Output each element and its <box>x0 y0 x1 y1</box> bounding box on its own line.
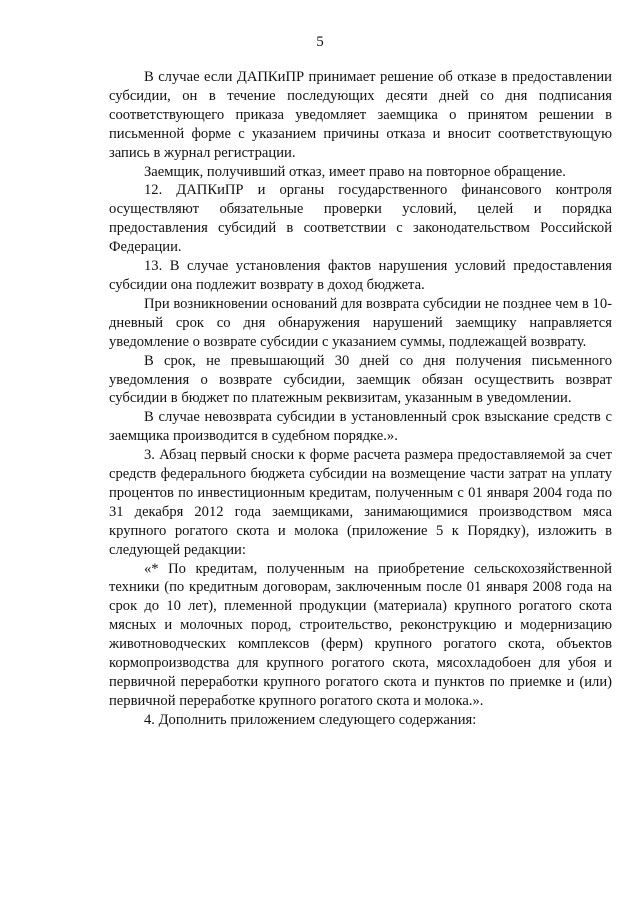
paragraph-item-3-footnote-amendment: 3. Абзац первый сноски к форме расчета размера предоставляемой за счет средств федерального бюджета субсидии на возмещение части затрат на уплату процентов по инвестиционным кредитам, полученным с 01 января 2004 года по 31 декабря 2012 года заемщиками, занимающимися производством мяса крупного рогатого скота и молока (приложение 5 к Порядку), изложить в следующей редакции: <box>109 447 612 558</box>
paragraph-refusal-notice: В случае если ДАПКиПР принимает решение об отказе в предоставлении субсидии, он в течение последующих десяти дней со дня подписания соответствующего приказа уведомляет заемщика о принятом решении в письменной форме с указанием причины отказа и вносит соответствующую запись в журнал регистрации. <box>109 69 612 161</box>
paragraph-item-4-appendix: 4. Дополнить приложением следующего содержания: <box>144 711 477 728</box>
paragraph-refund-notification: При возникновении оснований для возврата субсидии не позднее чем в 10-дневный срок со дня обнаружения нарушений заемщику направляется уведомление о возврате субсидии с указанием суммы, подлежащей возврату. <box>109 295 612 350</box>
paragraph-reapplication-right: Заемщик, получивший отказ, имеет право на повторное обращение. <box>144 163 566 180</box>
paragraph-court-recovery: В случае невозврата субсидии в установленный срок взыскание средств с заемщика производится в судебном порядке.». <box>109 409 612 445</box>
paragraph-item-12-inspections: 12. ДАПКиПР и органы государственного финансового контроля осуществляют обязательные проверки условий, целей и порядка предоставления субсидий в соответствии с законодательством Российской Федерации. <box>109 182 612 256</box>
paragraph-footnote-text: «* По кредитам, полученным на приобретение сельскохозяйственной техники (по кредитным договорам, заключенным после 01 января 2008 года на срок до 10 лет), племенной продукции (материала) крупного рогатого скота мясных и молочных пород, строительство, реконструкцию и модернизацию животноводческих комплексов (ферм) крупного рогатого скота, объектов кормопроизводства для крупного рогатого скота, мясохладобоен для убоя и первичной переработки крупного рогатого скота и пунктов по приемке и (или) первичной переработке крупного рогатого скота и молока.». <box>109 560 612 709</box>
paragraph-item-13-refund: 13. В случае установления фактов нарушения условий предоставления субсидии она подлежит возврату в доход бюджета. <box>109 258 612 293</box>
paragraph-refund-deadline: В срок, не превышающий 30 дней со дня получения письменного уведомления о возврате субсидии, заемщик обязан осуществить возврат субсидии в бюджет по платежным реквизитам, указанным в уведомлении. <box>109 352 612 407</box>
document-body <box>109 68 612 730</box>
page-number: 5 <box>316 34 324 50</box>
